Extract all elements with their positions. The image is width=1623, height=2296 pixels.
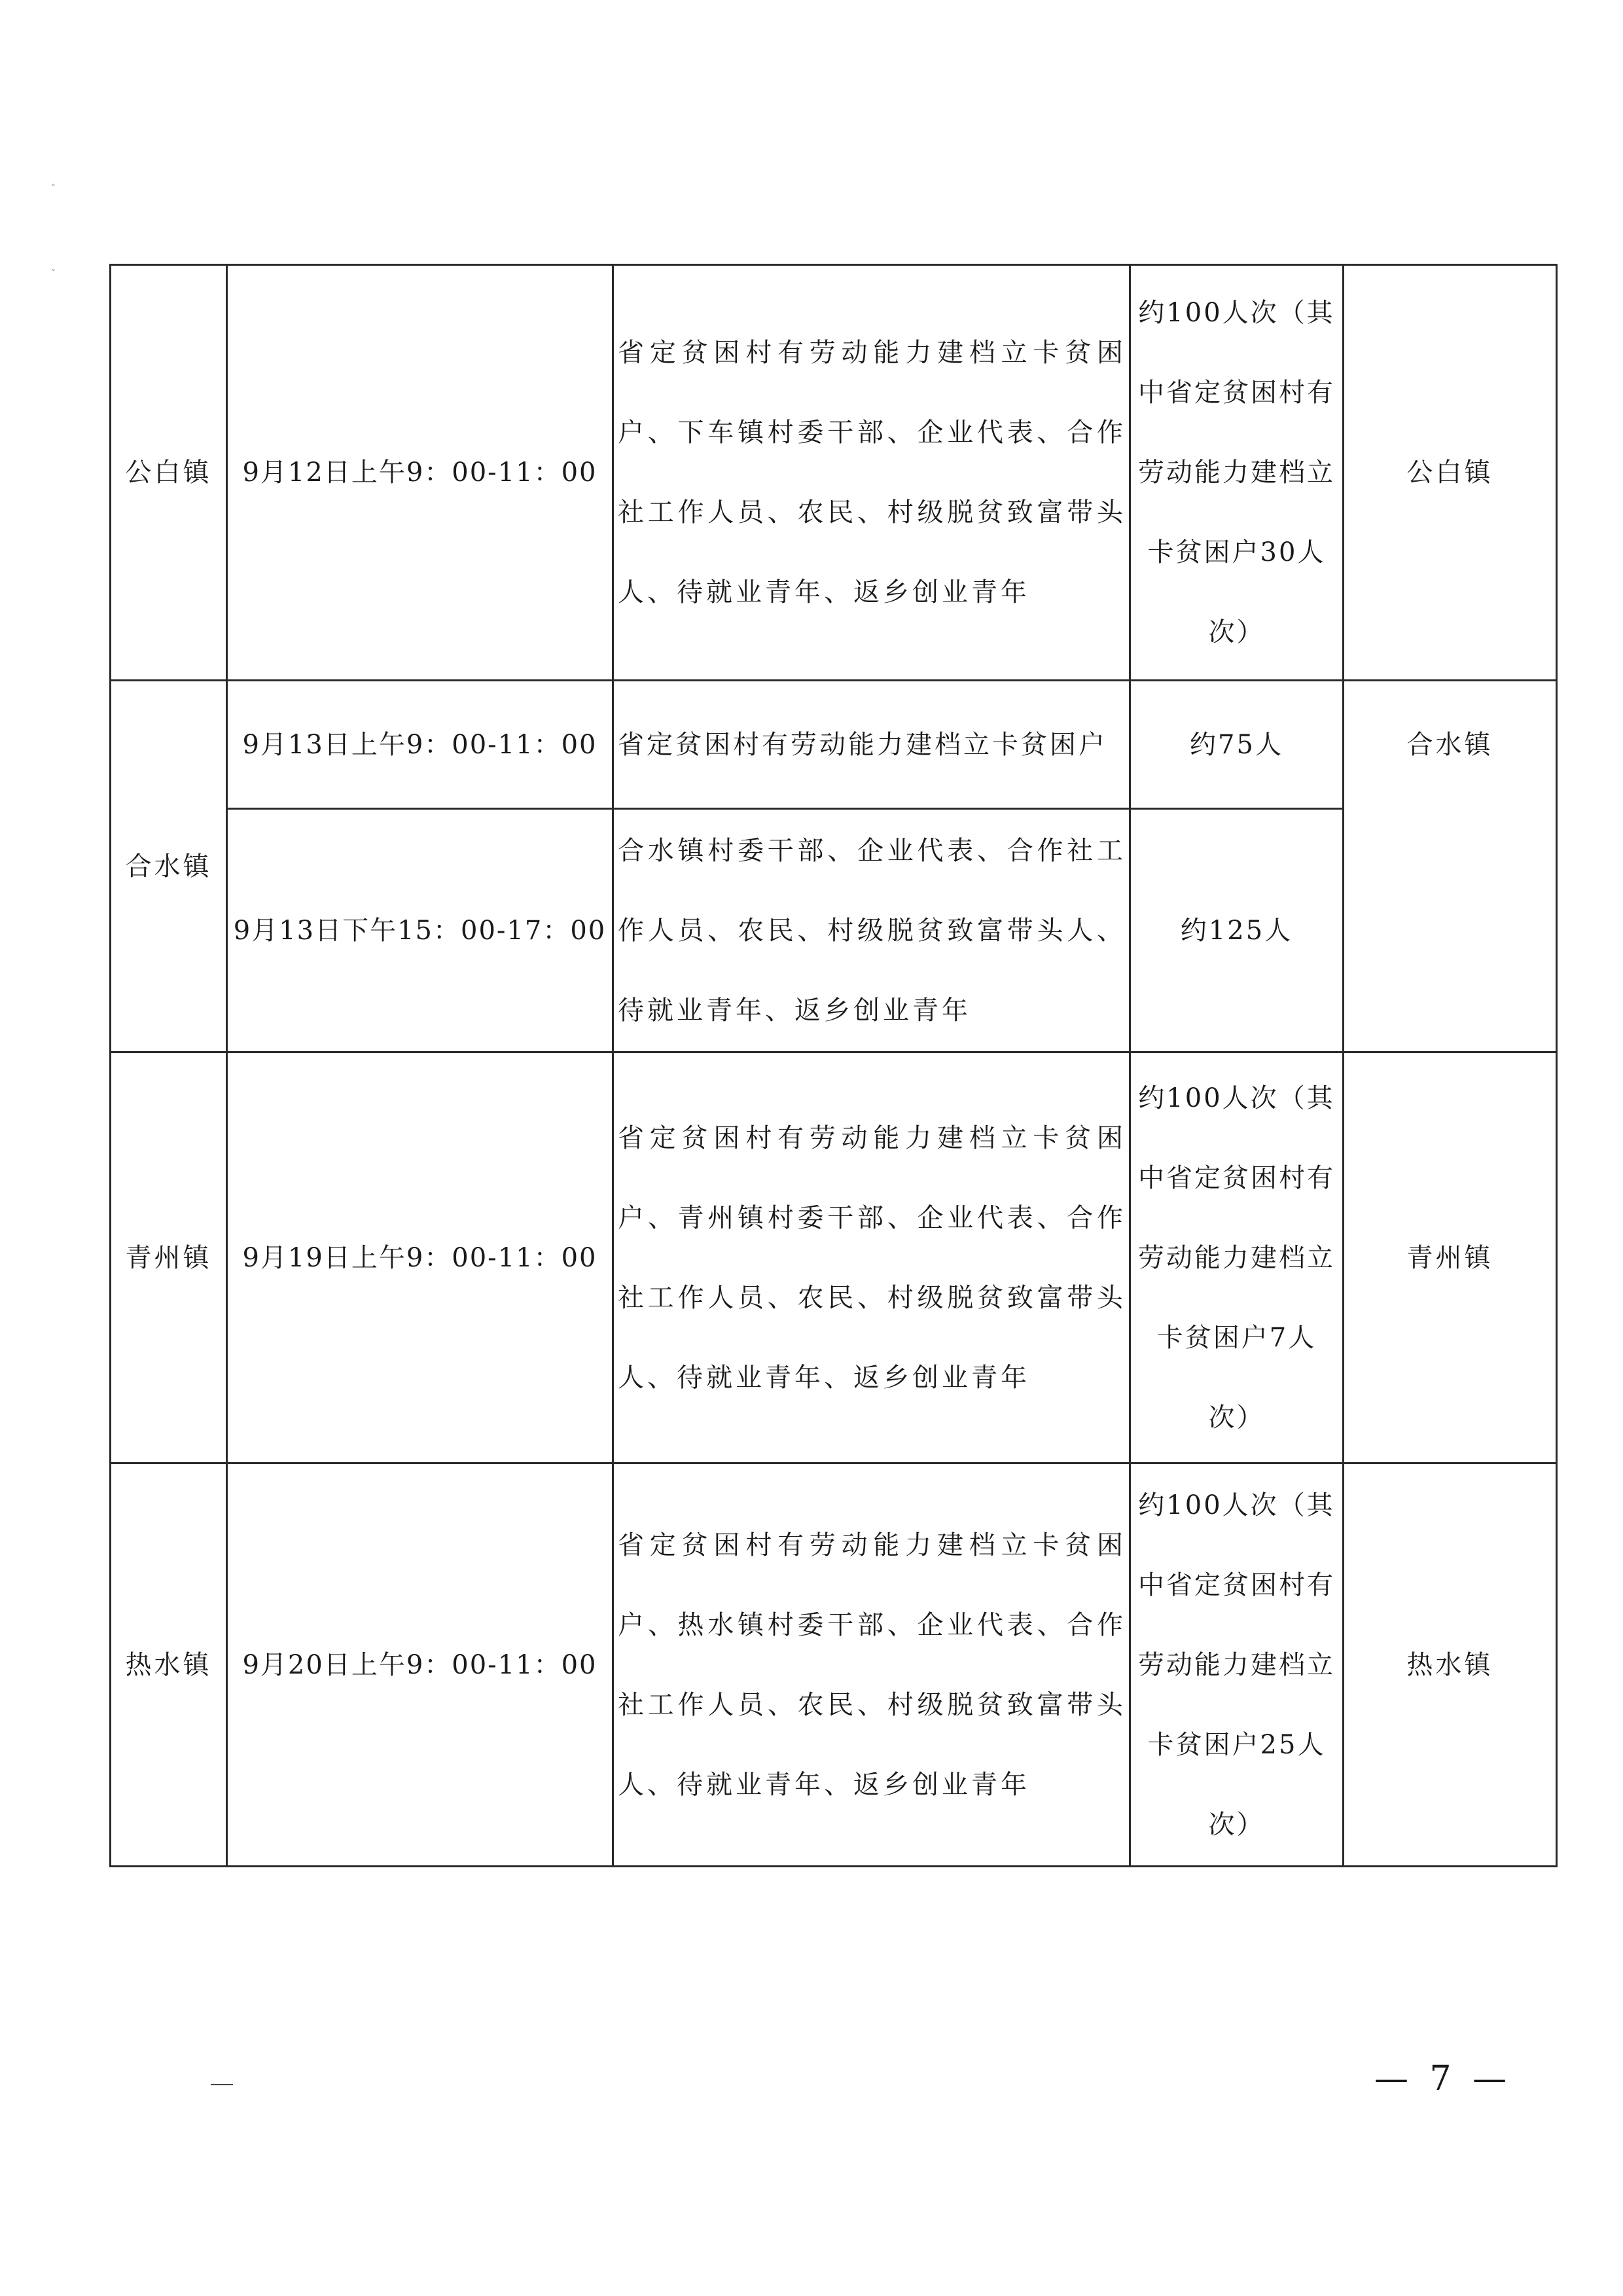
town-cell: 合水镇 [111, 681, 227, 1052]
organizer-cell: 公白镇 [1344, 265, 1557, 681]
organizer-cell: 合水镇 [1344, 681, 1557, 1052]
target-cell: 省定贫困村有劳动能力建档立卡贫困户、下车镇村委干部、企业代表、合作社工作人员、农民、村级脱贫致富带头人、待就业青年、返乡创业青年 [613, 265, 1130, 681]
town-cell: 青州镇 [111, 1052, 227, 1463]
table-row [111, 809, 1557, 1052]
count-cell: 约100人次（其中省定贫困村有劳动能力建档立卡贫困户7人次） [1130, 1052, 1344, 1463]
schedule-table [109, 264, 1558, 1867]
time-cell: 9月20日上午9：00-11：00 [227, 1463, 613, 1867]
time-cell: 9月13日上午9：00-11：00 [227, 681, 613, 809]
page-number: — 7 — [1374, 2059, 1512, 2098]
table-row [111, 681, 1557, 809]
table-row [111, 265, 1557, 681]
count-cell: 约75人 [1130, 681, 1344, 809]
target-cell: 省定贫困村有劳动能力建档立卡贫困户、青州镇村委干部、企业代表、合作社工作人员、农民、村级脱贫致富带头人、待就业青年、返乡创业青年 [613, 1052, 1130, 1463]
scan-speck: ˅ [51, 268, 56, 279]
target-cell: 省定贫困村有劳动能力建档立卡贫困户、热水镇村委干部、企业代表、合作社工作人员、农民、村级脱贫致富带头人、待就业青年、返乡创业青年 [613, 1463, 1130, 1867]
count-cell: 约100人次（其中省定贫困村有劳动能力建档立卡贫困户30人次） [1130, 265, 1344, 681]
count-cell: 约125人 [1130, 809, 1344, 1052]
town-cell: 热水镇 [111, 1463, 227, 1867]
time-cell: 9月12日上午9：00-11：00 [227, 265, 613, 681]
target-cell: 省定贫困村有劳动能力建档立卡贫困户 [613, 681, 1130, 809]
table-row [111, 1463, 1557, 1867]
organizer-cell: 青州镇 [1344, 1052, 1557, 1463]
table-row [111, 1052, 1557, 1463]
count-cell: 约100人次（其中省定贫困村有劳动能力建档立卡贫困户25人次） [1130, 1463, 1344, 1867]
time-cell: 9月13日下午15：00-17：00 [227, 809, 613, 1052]
organizer-cell: 热水镇 [1344, 1463, 1557, 1867]
town-cell: 公白镇 [111, 265, 227, 681]
time-cell: 9月19日上午9：00-11：00 [227, 1052, 613, 1463]
scan-speck: ˄ [51, 183, 56, 194]
footer-left-dash [211, 2084, 233, 2085]
target-cell: 合水镇村委干部、企业代表、合作社工作人员、农民、村级脱贫致富带头人、待就业青年、返乡创业青年 [613, 809, 1130, 1052]
